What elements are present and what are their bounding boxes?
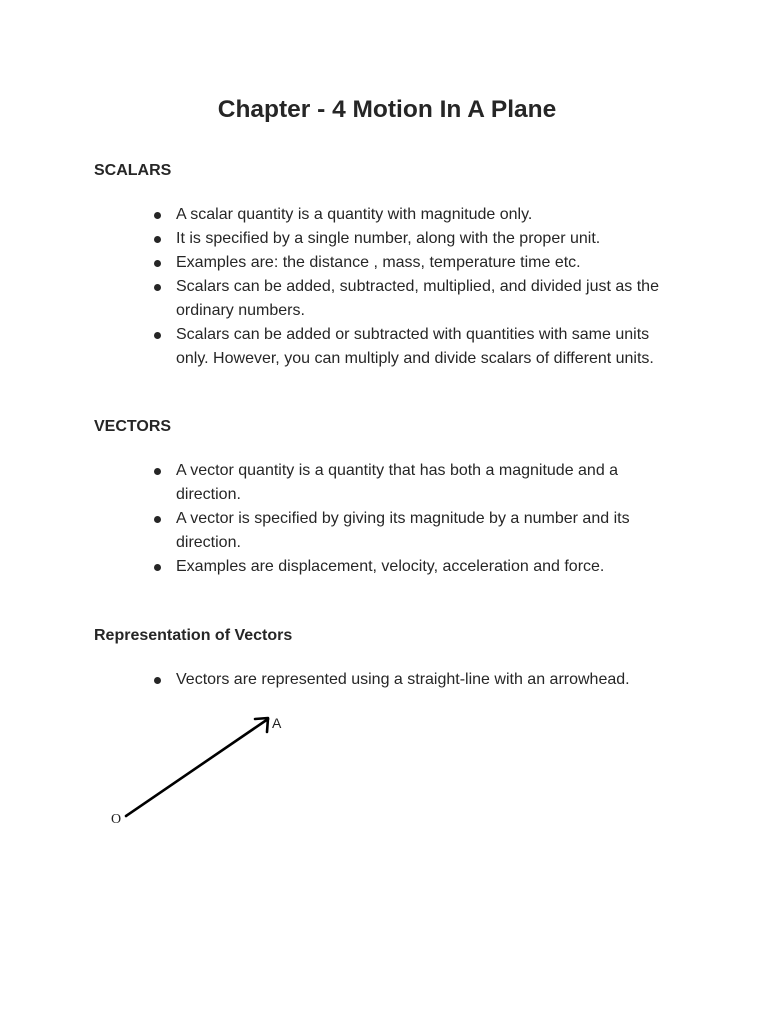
list-item xyxy=(176,227,686,251)
scalars-list xyxy=(176,203,686,371)
list-item xyxy=(176,275,686,323)
bullet-icon xyxy=(154,260,161,267)
bullet-icon xyxy=(154,468,161,475)
head-label: A xyxy=(272,715,282,731)
list-item xyxy=(176,323,686,371)
bullet-icon xyxy=(154,516,161,523)
origin-label: O xyxy=(111,812,122,827)
list-item xyxy=(176,203,686,227)
vector-diagram xyxy=(100,706,300,836)
bullet-icon xyxy=(154,236,161,243)
list-item-text: A vector quantity is a quantity that has both a magnitude and a direction. xyxy=(176,462,619,503)
bullet-icon xyxy=(154,284,161,291)
section-heading-vectors: VECTORS xyxy=(94,418,172,435)
list-item-text: A scalar quantity is a quantity with magnitude only. xyxy=(176,206,533,223)
list-item xyxy=(176,668,686,692)
list-item xyxy=(176,507,686,555)
list-item-text: Examples are: the distance , mass, temperature time etc. xyxy=(176,254,581,271)
list-item-text: Examples are displacement, velocity, acceleration and force. xyxy=(176,558,605,575)
representation-list xyxy=(176,668,686,692)
list-item xyxy=(176,459,686,507)
list-item-text: Scalars can be added, subtracted, multiplied, and divided just as the ordinary numbers. xyxy=(176,278,659,319)
page-title: Chapter - 4 Motion In A Plane xyxy=(217,96,557,123)
bullet-icon xyxy=(154,564,161,571)
vectors-list xyxy=(176,459,686,579)
section-heading-representation: Representation of Vectors xyxy=(94,627,293,644)
bullet-icon xyxy=(154,677,161,684)
list-item-text: Vectors are represented using a straight-line with an arrowhead. xyxy=(176,671,630,688)
bullet-icon xyxy=(154,212,161,219)
list-item-text: It is specified by a single number, along with the proper unit. xyxy=(176,230,601,247)
list-item xyxy=(176,251,686,275)
list-item xyxy=(176,555,686,579)
section-heading-scalars: SCALARS xyxy=(94,162,172,179)
list-item-text: A vector is specified by giving its magnitude by a number and its direction. xyxy=(176,510,630,551)
list-item-text: Scalars can be added or subtracted with quantities with same units only. However, you can multiply and divide scalars of different units. xyxy=(176,326,654,367)
vector-line xyxy=(126,719,268,816)
bullet-icon xyxy=(154,332,161,339)
